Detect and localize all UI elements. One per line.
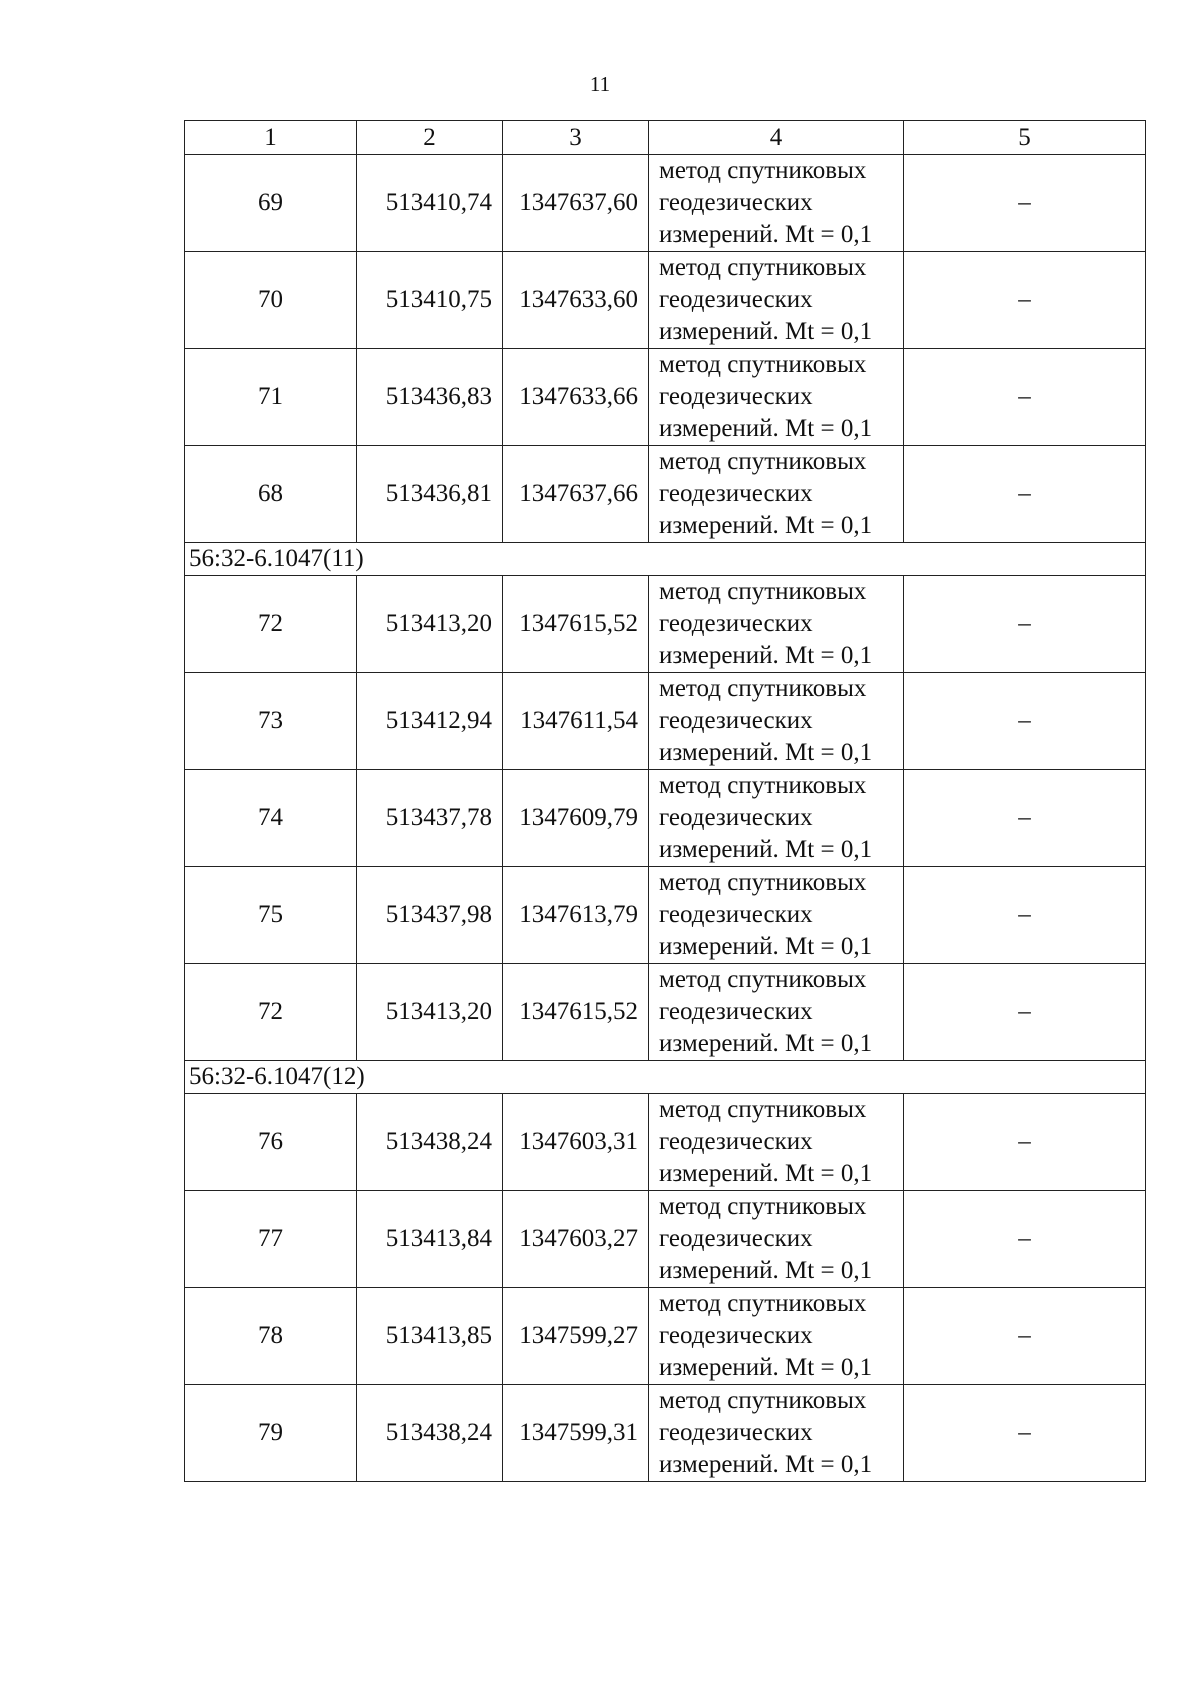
method-text-line: геодезических [659,383,813,410]
method-text-line: метод спутниковых [659,772,867,799]
method-cell [649,964,904,1061]
x-coordinate-cell: 513410,75 [357,252,503,349]
note-cell: – [904,155,1146,252]
method-text-line: геодезических [659,901,813,928]
point-number-cell: 74 [185,770,357,867]
method-cell [649,1288,904,1385]
x-coordinate-cell: 513410,74 [357,155,503,252]
note-cell: – [904,1288,1146,1385]
method-text-line: измерений. Mt = 0,1 [659,1030,873,1057]
column-header-point: 1 [185,121,357,155]
column-header-y: 3 [503,121,649,155]
group-header-row [185,1061,1146,1094]
method-text-line: метод спутниковых [659,869,867,896]
x-coordinate-cell: 513413,20 [357,576,503,673]
group-header-row [185,543,1146,576]
method-text-line: метод спутниковых [659,1193,867,1220]
point-number-cell: 75 [185,867,357,964]
method-cell [649,1094,904,1191]
note-cell: – [904,576,1146,673]
note-cell: – [904,867,1146,964]
method-cell [649,155,904,252]
method-cell [649,1191,904,1288]
point-number-cell: 76 [185,1094,357,1191]
method-text-line: измерений. Mt = 0,1 [659,836,873,863]
method-cell [649,867,904,964]
note-cell: – [904,964,1146,1061]
y-coordinate-cell: 1347633,60 [503,252,649,349]
page-number: 11 [589,72,611,96]
y-coordinate-cell: 1347611,54 [503,673,649,770]
method-text-line: метод спутниковых [659,254,867,281]
table-row [185,1385,1146,1482]
method-text-line: измерений. Mt = 0,1 [659,1354,873,1381]
point-number-cell: 71 [185,349,357,446]
method-text-line: метод спутниковых [659,351,867,378]
cadastral-group-label: 56:32-6.1047(11) [185,543,1146,576]
method-text-line: метод спутниковых [659,1096,867,1123]
y-coordinate-cell: 1347613,79 [503,867,649,964]
method-text-line: метод спутниковых [659,578,867,605]
method-text-line: измерений. Mt = 0,1 [659,739,873,766]
method-cell [649,673,904,770]
column-header-note: 5 [904,121,1146,155]
y-coordinate-cell: 1347603,31 [503,1094,649,1191]
x-coordinate-cell: 513413,84 [357,1191,503,1288]
y-coordinate-cell: 1347637,60 [503,155,649,252]
cadastral-group-label: 56:32-6.1047(12) [185,1061,1146,1094]
method-text-line: геодезических [659,1225,813,1252]
point-number-cell: 73 [185,673,357,770]
table-row [185,964,1146,1061]
method-text-line: геодезических [659,286,813,313]
x-coordinate-cell: 513413,20 [357,964,503,1061]
table-row [185,252,1146,349]
x-coordinate-cell: 513412,94 [357,673,503,770]
table-header-row [185,121,1146,155]
x-coordinate-cell: 513436,81 [357,446,503,543]
note-cell: – [904,446,1146,543]
method-text-line: измерений. Mt = 0,1 [659,933,873,960]
table-row [185,1288,1146,1385]
point-number-cell: 77 [185,1191,357,1288]
note-cell: – [904,349,1146,446]
method-text-line: измерений. Mt = 0,1 [659,221,873,248]
note-cell: – [904,673,1146,770]
method-text-line: геодезических [659,707,813,734]
y-coordinate-cell: 1347599,31 [503,1385,649,1482]
y-coordinate-cell: 1347615,52 [503,576,649,673]
table-row [185,1191,1146,1288]
y-coordinate-cell: 1347603,27 [503,1191,649,1288]
method-text-line: геодезических [659,480,813,507]
method-text-line: геодезических [659,1322,813,1349]
method-text-line: измерений. Mt = 0,1 [659,512,873,539]
method-text-line: измерений. Mt = 0,1 [659,1160,873,1187]
method-text-line: измерений. Mt = 0,1 [659,1451,873,1478]
point-number-cell: 68 [185,446,357,543]
method-text-line: геодезических [659,1419,813,1446]
point-number-cell: 72 [185,576,357,673]
y-coordinate-cell: 1347637,66 [503,446,649,543]
method-text-line: метод спутниковых [659,448,867,475]
table-row [185,770,1146,867]
point-number-cell: 72 [185,964,357,1061]
method-cell [649,576,904,673]
method-text-line: метод спутниковых [659,1387,867,1414]
method-text-line: метод спутниковых [659,966,867,993]
method-text-line: измерений. Mt = 0,1 [659,642,873,669]
table-row [185,1094,1146,1191]
table-body [185,155,1146,1482]
y-coordinate-cell: 1347633,66 [503,349,649,446]
table-row [185,349,1146,446]
table-row [185,155,1146,252]
method-cell [649,349,904,446]
x-coordinate-cell: 513437,78 [357,770,503,867]
point-number-cell: 69 [185,155,357,252]
point-number-cell: 78 [185,1288,357,1385]
x-coordinate-cell: 513413,85 [357,1288,503,1385]
method-text-line: метод спутниковых [659,675,867,702]
table-row [185,446,1146,543]
method-text-line: метод спутниковых [659,1290,867,1317]
coordinates-table [184,120,1146,1482]
point-number-cell: 70 [185,252,357,349]
method-cell [649,1385,904,1482]
column-header-x: 2 [357,121,503,155]
y-coordinate-cell: 1347609,79 [503,770,649,867]
x-coordinate-cell: 513438,24 [357,1385,503,1482]
method-text-line: геодезических [659,610,813,637]
table-row [185,673,1146,770]
method-text-line: измерений. Mt = 0,1 [659,415,873,442]
x-coordinate-cell: 513437,98 [357,867,503,964]
y-coordinate-cell: 1347615,52 [503,964,649,1061]
column-header-method: 4 [649,121,904,155]
method-text-line: геодезических [659,998,813,1025]
method-cell [649,770,904,867]
point-number-cell: 79 [185,1385,357,1482]
note-cell: – [904,1191,1146,1288]
method-cell [649,446,904,543]
y-coordinate-cell: 1347599,27 [503,1288,649,1385]
method-text-line: измерений. Mt = 0,1 [659,1257,873,1284]
method-cell [649,252,904,349]
table-row [185,576,1146,673]
x-coordinate-cell: 513436,83 [357,349,503,446]
method-text-line: метод спутниковых [659,157,867,184]
x-coordinate-cell: 513438,24 [357,1094,503,1191]
note-cell: – [904,1094,1146,1191]
note-cell: – [904,770,1146,867]
method-text-line: геодезических [659,804,813,831]
method-text-line: геодезических [659,189,813,216]
note-cell: – [904,252,1146,349]
method-text-line: измерений. Mt = 0,1 [659,318,873,345]
table-row [185,867,1146,964]
method-text-line: геодезических [659,1128,813,1155]
note-cell: – [904,1385,1146,1482]
